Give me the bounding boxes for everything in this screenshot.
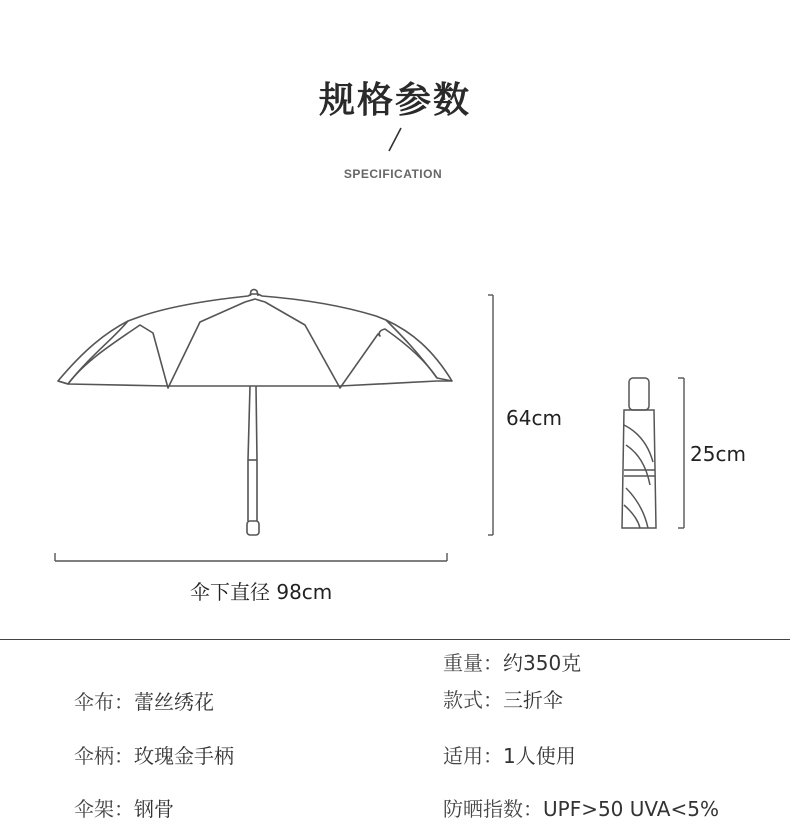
open-umbrella-handle xyxy=(247,521,259,535)
spec-style-value: 三折伞 xyxy=(503,688,563,712)
spec-frame-value: 钢骨 xyxy=(134,797,174,821)
spec-handle-label: 伞柄： xyxy=(74,744,134,768)
section-divider xyxy=(0,639,790,640)
spec-uv-value: UPF>50 UVA<5% xyxy=(543,797,719,821)
spec-frame xyxy=(74,793,174,822)
height-label: 64cm xyxy=(506,406,562,430)
page-title: 规格参数 xyxy=(318,80,471,121)
spec-handle xyxy=(74,740,234,769)
page-subtitle: SPECIFICATION xyxy=(343,167,443,181)
open-umbrella-shaft xyxy=(248,386,257,521)
spec-fabric xyxy=(74,686,214,715)
diameter-label: 伞下直径 98cm xyxy=(190,580,333,604)
spec-users xyxy=(443,740,576,769)
spec-weight-label: 重量： xyxy=(443,651,503,675)
height-dimension-bracket xyxy=(488,295,493,535)
spec-fabric-value: 蕾丝绣花 xyxy=(134,690,214,714)
spec-style xyxy=(443,684,563,713)
spec-frame-label: 伞架： xyxy=(74,797,134,821)
folded-length-bracket xyxy=(678,378,684,528)
spec-uv-label: 防晒指数： xyxy=(443,797,543,821)
diameter-dimension-bracket xyxy=(55,553,447,561)
spec-uv xyxy=(443,793,719,822)
folded-length-label: 25cm xyxy=(690,442,746,466)
open-umbrella-canopy xyxy=(58,294,452,388)
spec-weight-value: 约350克 xyxy=(503,651,582,675)
spec-users-value: 1人使用 xyxy=(503,744,576,768)
spec-users-label: 适用： xyxy=(443,744,503,768)
spec-weight xyxy=(443,647,581,676)
spec-style-label: 款式： xyxy=(443,688,503,712)
folded-umbrella xyxy=(622,378,656,528)
spec-fabric-label: 伞布： xyxy=(74,690,134,714)
spec-handle-value: 玫瑰金手柄 xyxy=(134,744,234,768)
